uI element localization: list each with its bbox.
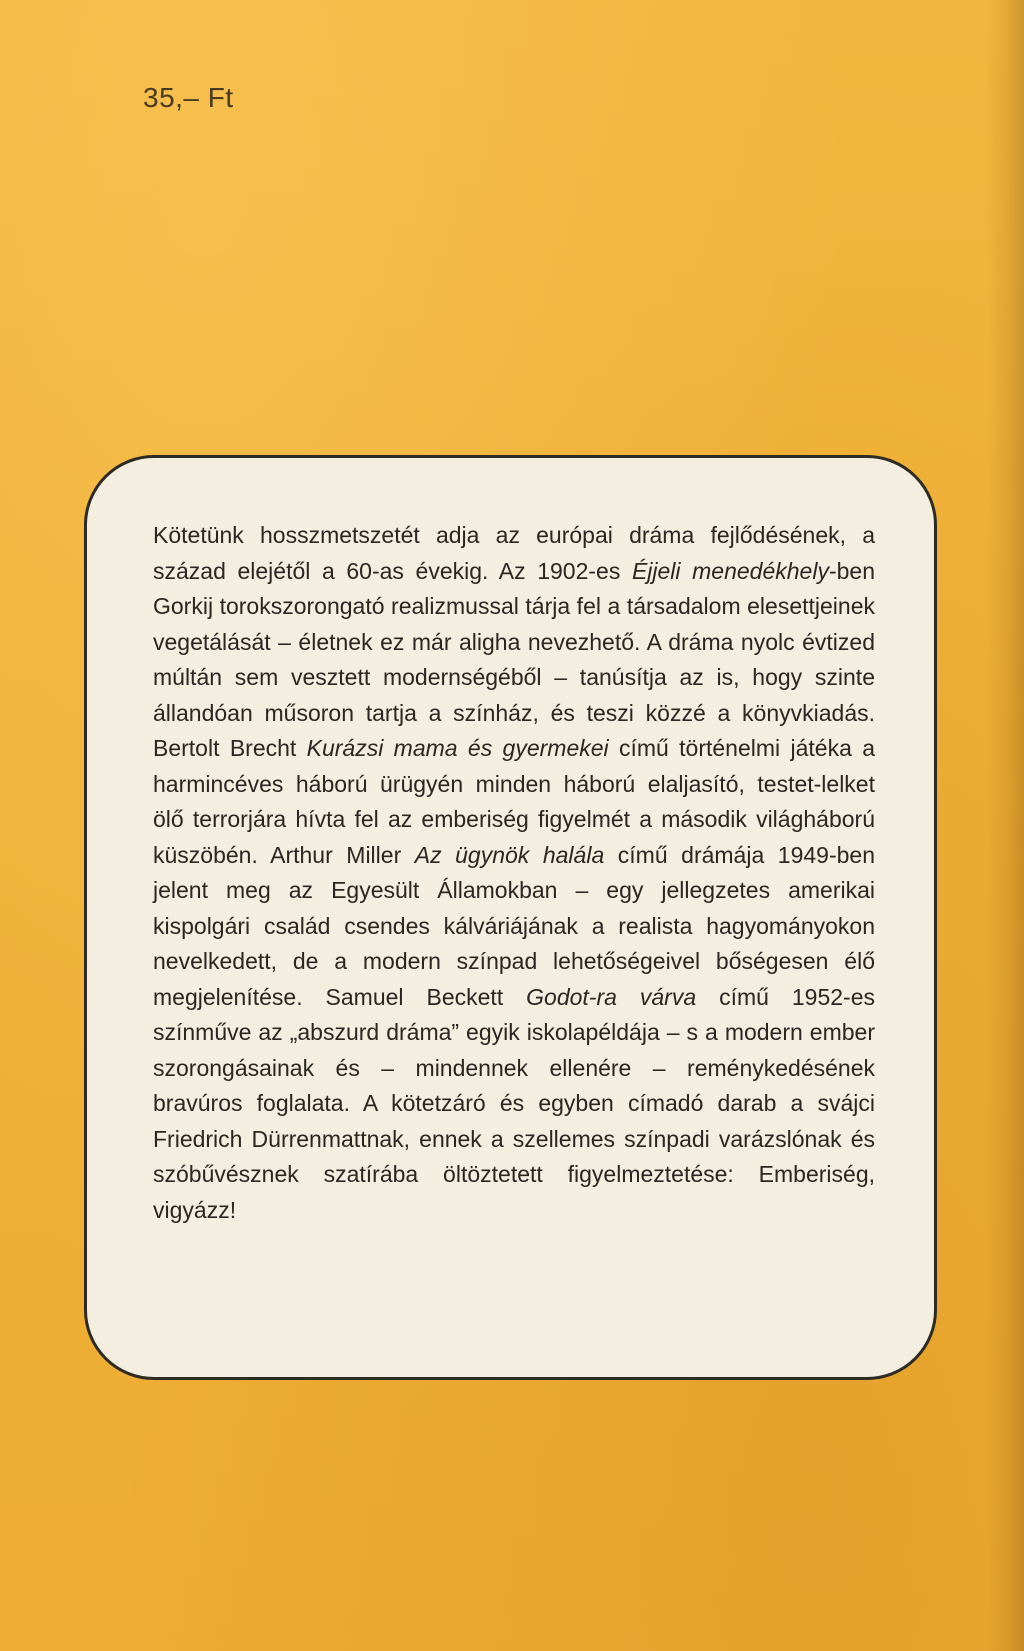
blurb-segment: Kötetünk hosszmetszetét adja az európai dráma fejlődésének, a század elejétől a 60-as évekig. Az 1902-es xyxy=(153,522,875,584)
blurb-panel xyxy=(84,455,937,1380)
price-label: 35,– Ft xyxy=(143,82,234,113)
blurb-segment: -ben Gorkij torokszorongató realizmussal tárja fel a társadalom elesettjeinek vegetálását – életnek ez már aligha nevezhető. A dráma nyolc évtized múltán sem vesztett modernségéből – tanúsítja az is, hogy szinte állandóan műsoron tartja a színház, és teszi közzé a könyvkiadás. Bertolt Brecht xyxy=(153,557,875,761)
blurb-segment: című 1952-es színműve az „abszurd dráma” egyik iskolapéldája – s a modern ember szorongásainak és – mindennek ellenére – reménykedésének bravúros foglalata. A kötetzáró és egyben címadó darab a svájci Friedrich Dürrenmattnak, ennek a szellemes színpadi varázslónak és szóbűvésznek szatírába öltöztetett figyelmeztetése: Emberiség, vigyázz! xyxy=(153,983,875,1223)
book-title-ejjeli-menedekhely: Éjjeli menedékhely xyxy=(631,557,829,584)
book-title-godot-ra-varva: Godot-ra várva xyxy=(526,983,697,1010)
blurb-segment: című drámája 1949-ben jelent meg az Egyesült Államokban – egy jellegzetes amerikai kispolgári család csendes kálváriájának a realista hagyományokon nevelkedett, de a modern színpad lehetőségeivel bőségesen élő megjelenítése. Samuel Beckett xyxy=(153,841,875,1010)
blurb-segment: című történelmi játéka a harmincéves háború ürügyén minden háború elaljasító, testet-lelket ölő terrorjára hívta fel az emberiség figyelmét a második világháború küszöbén. Arthur Miller xyxy=(153,735,875,868)
blurb-text xyxy=(153,518,875,1228)
book-title-kurazsi-mama: Kurázsi mama és gyermekei xyxy=(306,735,609,761)
book-title-az-ugynok-halala: Az ügynök halála xyxy=(414,841,605,868)
cover-edge-shadow xyxy=(986,0,1024,1651)
